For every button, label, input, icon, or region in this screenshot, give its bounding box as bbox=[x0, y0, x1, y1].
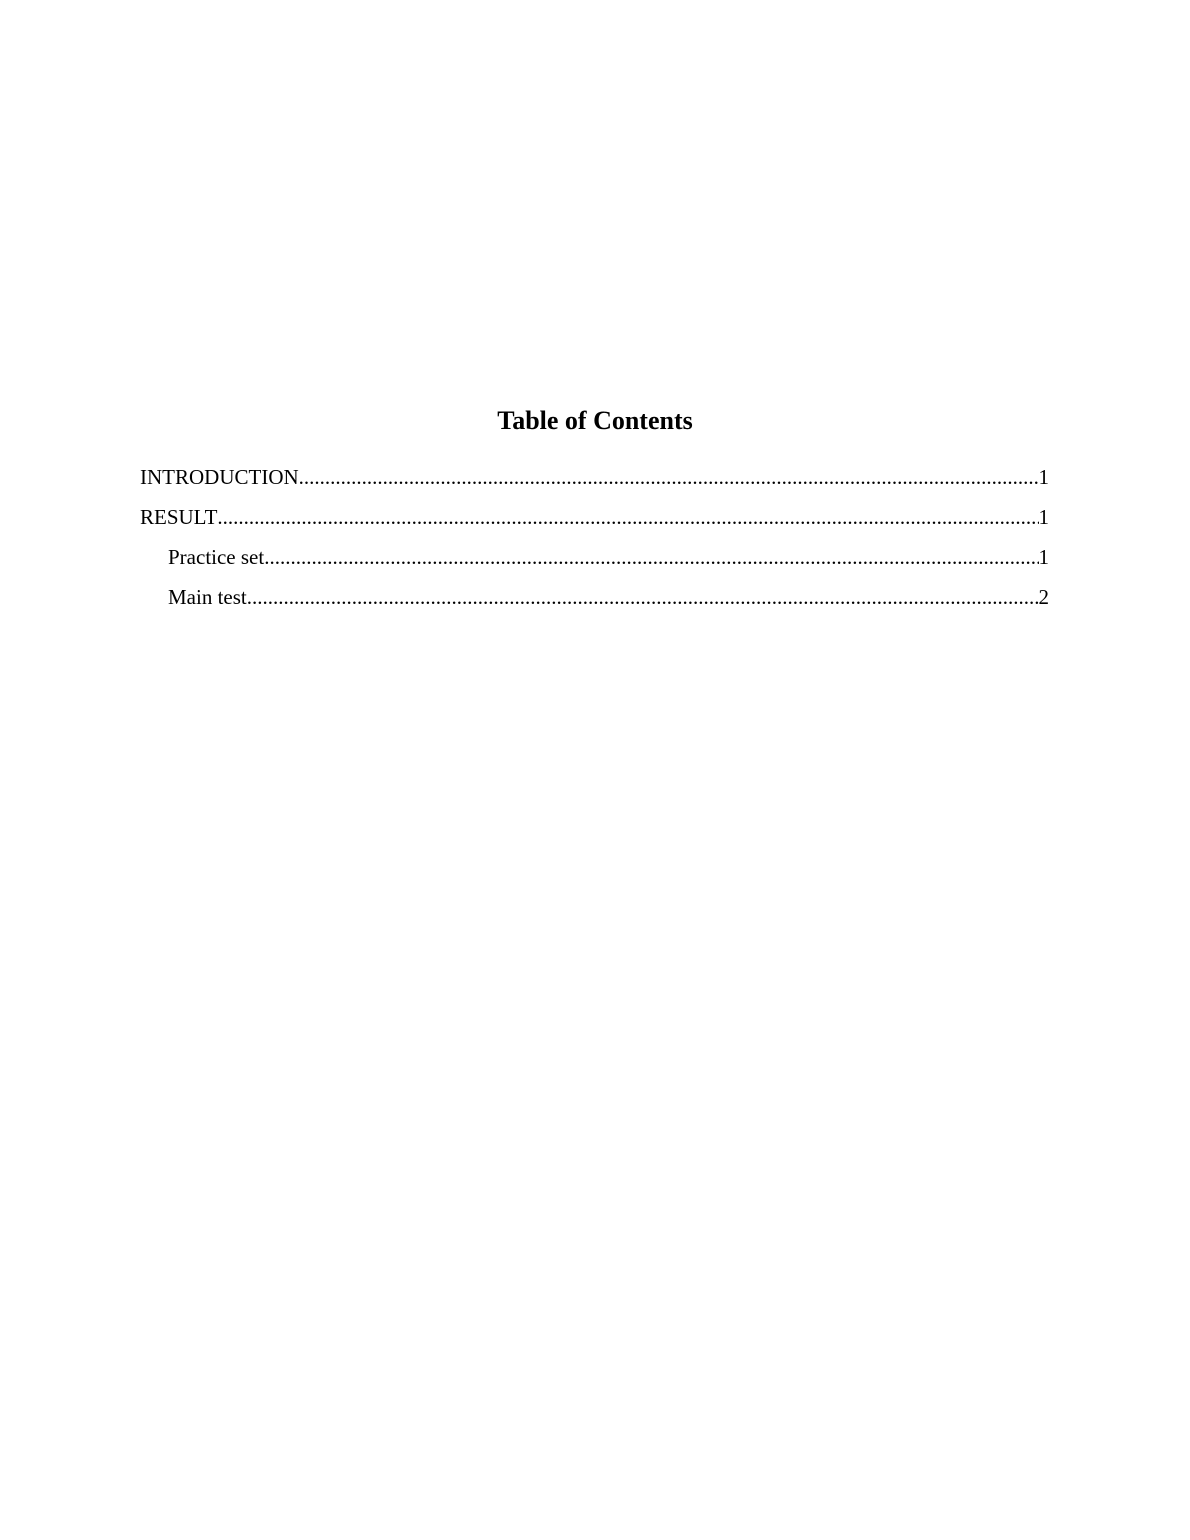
toc-entry-result[interactable] bbox=[140, 502, 1049, 542]
toc-title: Table of Contents bbox=[497, 406, 693, 435]
toc-entry-introduction[interactable] bbox=[140, 462, 1049, 502]
toc-dot-leader bbox=[299, 462, 1039, 492]
toc-page-number: 1 bbox=[1038, 465, 1049, 489]
toc-list bbox=[140, 462, 1049, 622]
toc-entry-main-test[interactable] bbox=[140, 582, 1049, 622]
toc-page-number: 1 bbox=[1038, 545, 1049, 569]
toc-dot-leader bbox=[264, 542, 1038, 572]
toc-page-number: 2 bbox=[1038, 585, 1049, 609]
toc-entry-label: RESULT bbox=[140, 505, 218, 529]
toc-dot-leader bbox=[247, 582, 1039, 612]
toc-entry-label: Practice set bbox=[168, 545, 265, 569]
toc-dot-leader bbox=[217, 502, 1038, 532]
toc-entry-label: INTRODUCTION bbox=[140, 465, 299, 489]
toc-entry-practice-set[interactable] bbox=[140, 542, 1049, 582]
toc-entry-label: Main test bbox=[168, 585, 247, 609]
toc-page-number: 1 bbox=[1038, 505, 1049, 529]
